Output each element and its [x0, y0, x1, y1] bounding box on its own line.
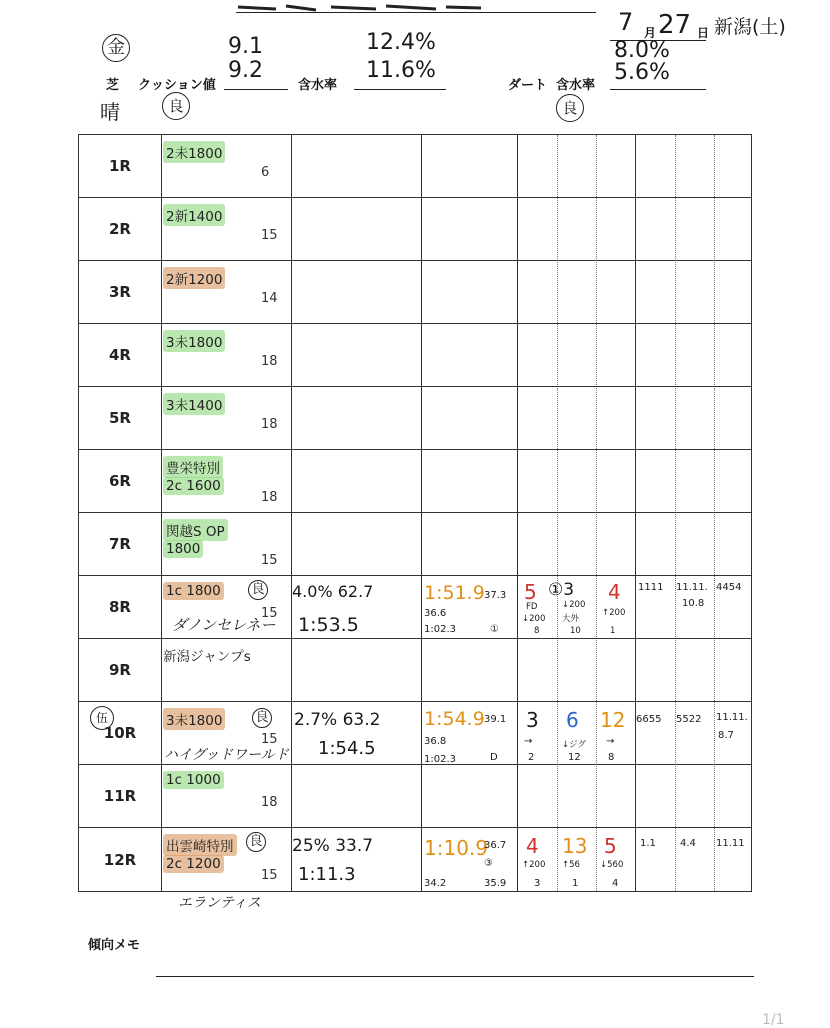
- turf-moisture-1: 12.4%: [366, 30, 436, 55]
- r10-pace: D: [490, 752, 498, 763]
- r10-p1-sub1: →: [524, 736, 533, 747]
- r10-p3: 12: [600, 708, 626, 732]
- race-name: 2新1400: [163, 204, 225, 226]
- race-number: 4R: [109, 346, 131, 364]
- r12-p1-sub1: ↑200: [522, 860, 546, 870]
- r12-p3-sub2: 4: [612, 878, 619, 889]
- r10-corner2: 5522: [676, 714, 702, 725]
- cushion-value-1: 9.1: [228, 34, 263, 59]
- month-label: 月: [644, 26, 657, 40]
- r10-split2: 1:02.3: [424, 754, 456, 765]
- r12-winner: エランティス: [178, 895, 261, 911]
- race-number: 9R: [109, 661, 131, 679]
- race-number: 3R: [109, 283, 131, 301]
- race-name: 1c 1000: [163, 771, 224, 789]
- r10-time2: 1:54.5: [318, 738, 376, 759]
- cushion-label: クッション値: [138, 78, 216, 93]
- r8-p3: 4: [608, 580, 621, 604]
- r8-p3-sub2: 1: [610, 626, 616, 636]
- r8-corner2: 11.11.: [676, 582, 708, 593]
- memo-line: [156, 976, 754, 977]
- r12-time2: 1:11.3: [298, 864, 356, 885]
- r12-corner1: 1.1: [640, 838, 656, 849]
- turf-label: 芝: [106, 78, 120, 93]
- r10-split1: 36.8: [424, 736, 447, 747]
- r8-p3-sub1: ↑200: [602, 608, 626, 618]
- r8-condition: 良: [248, 580, 268, 600]
- race-name: 1800: [163, 540, 203, 558]
- r8-p2-sub3: 10: [570, 626, 581, 636]
- r10-p1-sub2: 2: [528, 752, 535, 763]
- r10-condition: 良: [252, 708, 272, 728]
- r10-mark: 伍: [90, 706, 114, 730]
- race-name: 2新1200: [163, 267, 225, 289]
- race-number: 7R: [109, 535, 131, 553]
- r10-corner3b: 8.7: [718, 730, 734, 741]
- r10-corner3: 11.11.: [716, 712, 748, 723]
- r8-p1: 5: [524, 580, 537, 604]
- turf-condition: 良: [162, 92, 190, 120]
- r8-p1-sub3: 8: [534, 626, 540, 636]
- race-name: 3未1400: [163, 393, 225, 415]
- race-table: [78, 134, 752, 892]
- title-underline: [236, 12, 596, 13]
- cushion-underline: [224, 89, 288, 90]
- race-number: 1R: [109, 157, 131, 175]
- race-row: [79, 135, 751, 198]
- race-number: 5R: [109, 409, 131, 427]
- r8-corner2b: 10.8: [682, 598, 705, 609]
- r10-p2-sub1: ↓ジグ: [562, 740, 586, 750]
- race-number: 6R: [109, 472, 131, 490]
- cushion-value-2: 9.2: [228, 58, 263, 83]
- field-size: 18: [261, 354, 278, 369]
- r8-split1: 36.6: [424, 608, 447, 619]
- dirt-moisture-underline: [610, 89, 706, 90]
- r8-p2-sub1: ↓200: [562, 600, 586, 610]
- date-month: 7: [618, 8, 634, 36]
- field-size: 14: [261, 291, 278, 306]
- top-scribble: [236, 0, 486, 12]
- weekday-mark: 金: [102, 34, 130, 62]
- r8-split2: 1:02.3: [424, 624, 456, 635]
- race-row: [79, 450, 751, 513]
- date-day: 27: [658, 10, 692, 40]
- dirt-moisture-2: 5.6%: [614, 60, 670, 85]
- race-name: 2c 1600: [163, 477, 224, 495]
- r12-condition: 良: [246, 832, 266, 852]
- race-name: 出雲崎特別: [163, 834, 237, 856]
- r8-pace: ①: [490, 624, 499, 635]
- field-size: 18: [261, 795, 278, 810]
- race-name: 2c 1200: [163, 855, 224, 873]
- r12-moisture: 25% 33.7: [292, 836, 374, 856]
- race-number: 10R: [103, 724, 137, 742]
- r10-p2: 6: [566, 708, 579, 732]
- r8-p2-sub2: 大外: [562, 614, 580, 624]
- r12-pace: ③: [484, 858, 493, 869]
- page-indicator: 1/1: [762, 1012, 785, 1028]
- venue: 新潟(土): [714, 16, 786, 38]
- r10-time: 1:54.9: [424, 708, 485, 730]
- race-name: 1c 1800: [163, 582, 224, 600]
- r12-corner3: 11.11: [716, 838, 745, 849]
- race-row: [79, 198, 751, 261]
- r8-moisture: 4.0% 62.7: [292, 582, 374, 601]
- r8-corner1: 1111: [638, 582, 664, 593]
- dirt-moisture-label: 含水率: [556, 78, 596, 93]
- field-size: 15: [261, 228, 278, 243]
- r8-p2: ①3: [548, 580, 575, 600]
- weather: 晴: [100, 100, 120, 124]
- r10-p1: 3: [526, 708, 539, 732]
- r8-time: 1:51.9: [424, 582, 485, 604]
- r8-corner3: 4454: [716, 582, 742, 593]
- r10-p2-sub2: 12: [568, 752, 581, 763]
- race-row: [79, 261, 751, 324]
- r10-winner: ハイグッドワールド: [164, 747, 289, 763]
- race-row: [79, 639, 751, 702]
- field-size: 15: [261, 553, 278, 568]
- r12-p1-sub2: 3: [534, 878, 541, 889]
- race-row: [79, 513, 751, 576]
- turf-moisture-2: 11.6%: [366, 58, 436, 83]
- race-row: [79, 387, 751, 450]
- r10-p3-sub2: 8: [608, 752, 615, 763]
- r10-last: 39.1: [484, 714, 507, 725]
- dirt-condition: 良: [556, 94, 584, 122]
- field-size: 15: [261, 606, 278, 621]
- r10-p3-sub1: →: [606, 736, 615, 747]
- race-number: 12R: [103, 850, 137, 869]
- r8-p1-sub2: ↓200: [522, 614, 546, 624]
- r10-corner1: 6655: [636, 714, 662, 725]
- turf-moisture-underline: [354, 89, 446, 90]
- turf-moisture-label: 含水率: [298, 78, 338, 93]
- r12-p2-sub1: ↑56: [562, 860, 580, 870]
- race-row: [79, 324, 751, 387]
- field-size: 18: [261, 490, 278, 505]
- dirt-label: ダート: [508, 78, 548, 93]
- r8-time2: 1:53.5: [298, 614, 359, 636]
- race-name: 関越S OP: [163, 519, 228, 541]
- memo-label: 傾向メモ: [88, 938, 141, 953]
- r12-p3: 5: [604, 834, 617, 858]
- field-size: 15: [261, 868, 278, 883]
- r12-p2: 13: [562, 834, 588, 858]
- race-name: 3未1800: [163, 708, 225, 730]
- r8-p1-sub1: FD: [526, 602, 538, 612]
- r12-split1: 34.2: [424, 878, 447, 889]
- r10-moisture: 2.7% 63.2: [294, 710, 381, 730]
- race-number: 11R: [103, 787, 137, 805]
- r12-p3-sub1: ↓560: [600, 860, 624, 870]
- r8-last: 37.3: [484, 590, 507, 601]
- race-row: [79, 765, 751, 828]
- race-name: 新潟ジャンプs: [163, 649, 251, 665]
- r8-winner: ダノンセレネー: [172, 616, 276, 634]
- race-name: 豊栄特別: [163, 456, 223, 478]
- field-size: 15: [261, 732, 278, 747]
- race-name: 3未1800: [163, 330, 225, 352]
- day-label: 日: [697, 26, 710, 40]
- r12-corner2: 4.4: [680, 838, 696, 849]
- race-number: 8R: [109, 598, 131, 616]
- r12-p1: 4: [526, 834, 539, 858]
- r12-split2: 35.9: [484, 878, 507, 889]
- race-number: 2R: [109, 220, 131, 238]
- r12-last: 36.7: [484, 840, 507, 851]
- dirt-moisture-1: 8.0%: [614, 38, 670, 63]
- race-name: 2未1800: [163, 141, 225, 163]
- r12-time: 1:10.9: [424, 836, 488, 860]
- r12-p2-sub2: 1: [572, 878, 579, 889]
- field-size: 18: [261, 417, 278, 432]
- field-size: 6: [261, 165, 270, 180]
